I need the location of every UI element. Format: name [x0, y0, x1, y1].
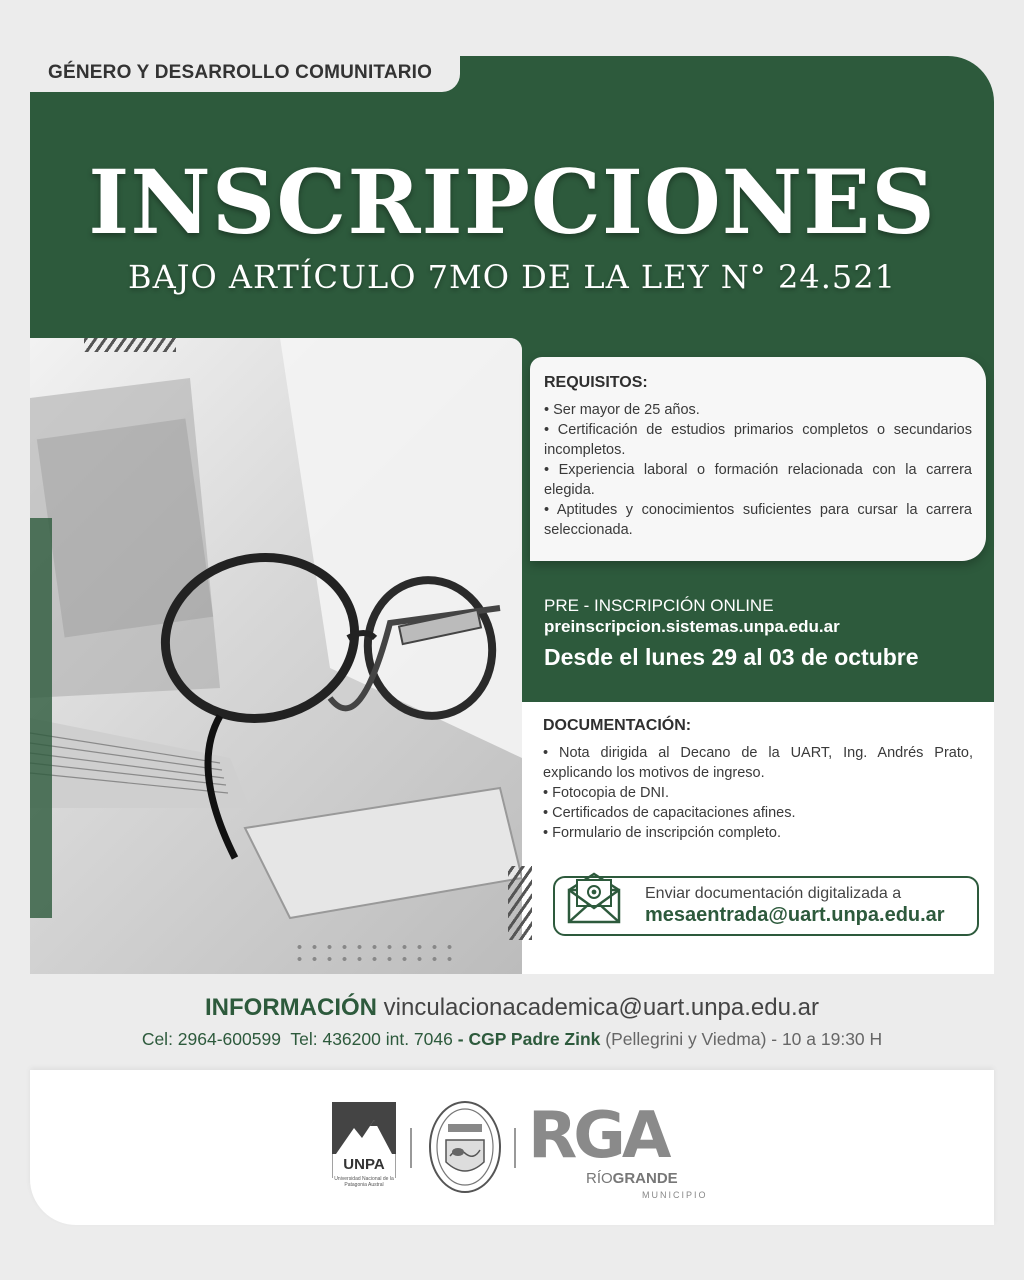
documentation-item: • Certificados de capacitaciones afines.	[543, 805, 796, 821]
documentation-block	[543, 717, 973, 843]
unpa-subtext: Universidad Nacional de la Patagonia Austral	[334, 1176, 394, 1188]
municipal-seal	[428, 1100, 502, 1194]
preinscription-url[interactable]: preinscripcion.sistemas.unpa.edu.ar	[544, 617, 840, 636]
page-title: INSCRIPCIONES	[88, 150, 936, 254]
unpa-text: UNPA	[343, 1156, 385, 1173]
contact-tel: Tel: 436200 int. 7046	[290, 1029, 453, 1049]
requirement-item: • Ser mayor de 25 años.	[544, 402, 700, 418]
logos-footer	[30, 1070, 994, 1225]
documentation-item: • Fotocopia de DNI.	[543, 785, 669, 801]
contact-address: (Pellegrini y Viedma) - 10 a 19:30 H	[605, 1029, 883, 1049]
decorative-dots	[292, 941, 452, 965]
requirements-card	[530, 357, 986, 561]
rga-logo-municipio: MUNICIPIO	[642, 1190, 708, 1200]
contact-line	[0, 1029, 1024, 1050]
logo-divider	[410, 1128, 412, 1168]
glasses-photo	[30, 338, 522, 974]
info-email[interactable]: vinculacionacademica@uart.unpa.edu.ar	[383, 994, 819, 1021]
contact-place: - CGP Padre Zink	[457, 1029, 601, 1049]
decorative-hatch	[84, 338, 176, 352]
rga-logo-sub: RÍOGRANDE	[586, 1170, 678, 1187]
requirement-item: • Certificación de estudios primarios completos o secundarios incompletos.	[544, 422, 972, 458]
requirements-title: REQUISITOS:	[544, 374, 648, 391]
category-tab: GÉNERO Y DESARROLLO COMUNITARIO	[30, 54, 460, 92]
contact-cel: Cel: 2964-600599	[141, 1029, 281, 1049]
documentation-item: • Nota dirigida al Decano de la UART, Ing. Andrés Prato, explicando los motivos de ingreso.	[543, 745, 973, 781]
page-subtitle: BAJO ARTÍCULO 7MO DE LA LEY N° 24.521	[128, 258, 896, 296]
rga-logo: RGA	[528, 1099, 668, 1173]
info-label: INFORMACIÓN	[205, 994, 377, 1021]
documentation-title: DOCUMENTACIÓN:	[543, 717, 692, 734]
email-submit-box[interactable]	[553, 876, 979, 936]
logo-divider	[514, 1128, 516, 1168]
preinscription-dates: Desde el lunes 29 al 03 de octubre	[544, 644, 919, 670]
email-box-label: Enviar documentación digitalizada a	[645, 885, 902, 902]
decorative-hatch-side	[508, 866, 532, 940]
email-box-address[interactable]: mesaentrada@uart.unpa.edu.ar	[645, 904, 945, 926]
preinscription-label: PRE - INSCRIPCIÓN ONLINE	[544, 596, 774, 615]
unpa-logo	[332, 1102, 396, 1192]
envelope-at-icon	[567, 870, 623, 931]
requirement-item: • Aptitudes y conocimientos suficientes para cursar la carrera seleccionada.	[544, 502, 972, 538]
preinscription-block	[544, 596, 984, 671]
documentation-item: • Formulario de inscripción completo.	[543, 825, 781, 841]
info-line	[0, 994, 1024, 1022]
requirement-item: • Experiencia laboral o formación relacionada con la carrera elegida.	[544, 462, 972, 498]
